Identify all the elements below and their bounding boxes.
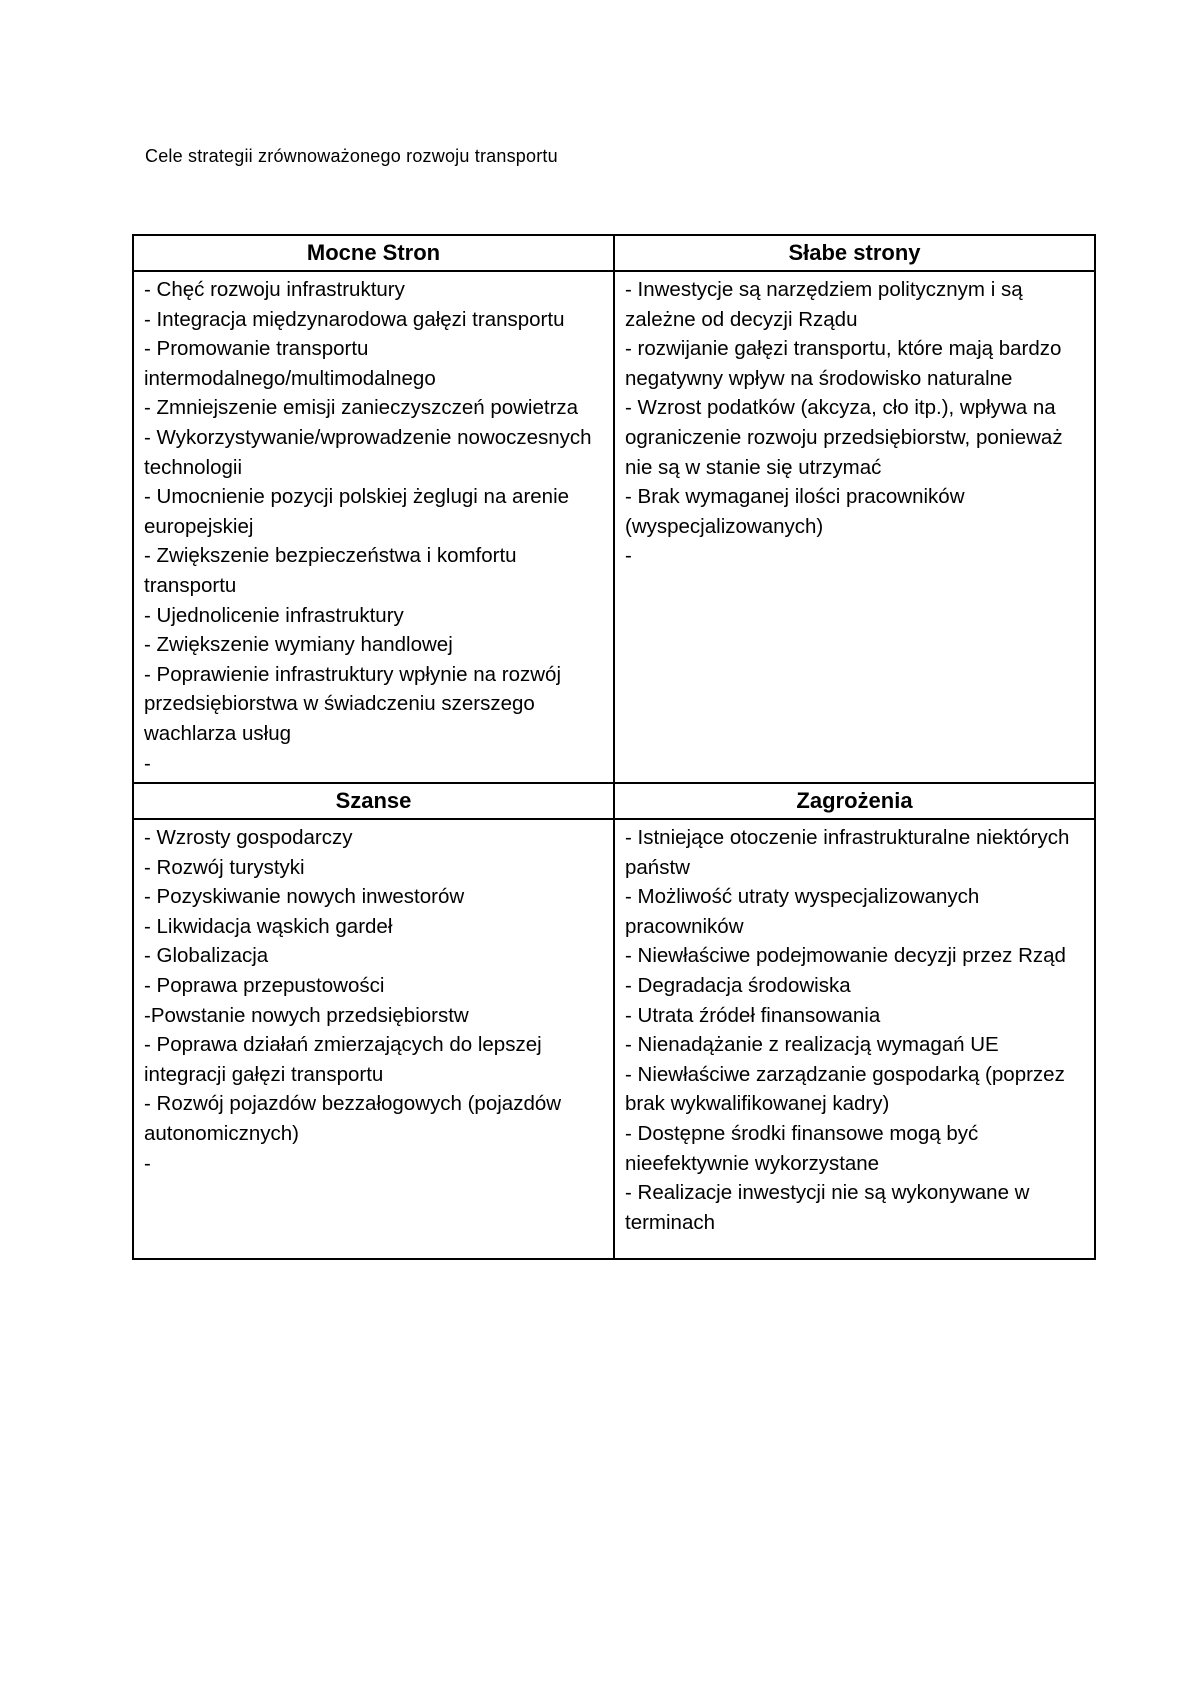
list-item: - Integracja międzynarodowa gałęzi transportu	[144, 307, 565, 331]
list-item: - Zwiększenie bezpieczeństwa i komfortu transportu	[144, 544, 517, 597]
swot-body-row-bottom	[133, 819, 1095, 1259]
strengths-cell	[133, 271, 614, 783]
threats-cell	[614, 819, 1095, 1259]
list-item: - Niewłaściwe zarządzanie gospodarką (poprzez brak wykwalifikowanej kadry)	[625, 1062, 1065, 1116]
opportunities-list	[144, 823, 605, 1178]
list-item: - Nienadążanie z realizacją wymagań UE	[625, 1033, 999, 1057]
list-item: - Degradacja środowiska	[625, 973, 851, 997]
list-item: - rozwijanie gałęzi transportu, które mają bardzo negatywny wpływ na środowisko naturalne	[625, 337, 1062, 390]
list-item: - Inwestycje są narzędziem politycznym i są zależne od decyzji Rządu	[625, 278, 1023, 331]
list-item: - Realizacje inwestycji nie są wykonywane w terminach	[625, 1181, 1030, 1234]
list-item: - Możliwość utraty wyspecjalizowanych pracowników	[625, 885, 980, 938]
list-item: - Likwidacja wąskich gardeł	[144, 914, 393, 938]
list-item: - Poprawa działań zmierzających do lepszej integracji gałęzi transportu	[144, 1033, 542, 1086]
list-item: - Poprawa przepustowości	[144, 973, 385, 997]
list-item: - Umocnienie pozycji polskiej żeglugi na arenie europejskiej	[144, 485, 570, 538]
strengths-header: Mocne Stron	[133, 235, 614, 271]
list-item: - Globalizacja	[144, 944, 269, 968]
list-item: -	[144, 1151, 151, 1175]
list-item: - Rozwój pojazdów bezzałogowych (pojazdów autonomicznych)	[144, 1092, 562, 1145]
list-item: - Brak wymaganej ilości pracowników (wyspecjalizowanych)	[625, 485, 965, 538]
weaknesses-cell	[614, 271, 1095, 783]
weaknesses-list	[625, 275, 1086, 571]
opportunities-header: Szanse	[133, 783, 614, 819]
document-title: Cele strategii zrównoważonego rozwoju transportu	[145, 146, 558, 166]
swot-header-row-bottom	[133, 783, 1095, 819]
list-item: -Powstanie nowych przedsiębiorstw	[144, 1003, 469, 1027]
list-item: - Dostępne środki finansowe mogą być nieefektywnie wykorzystane	[625, 1121, 979, 1175]
list-item: - Ujednolicenie infrastruktury	[144, 603, 404, 627]
opportunities-cell	[133, 819, 614, 1259]
list-item: - Istniejące otoczenie infrastrukturalne niektórych państw	[625, 826, 1070, 879]
list-item: - Wzrosty gospodarczy	[144, 826, 353, 849]
list-item: -	[144, 751, 151, 775]
list-item: - Zwiększenie wymiany handlowej	[144, 633, 453, 657]
swot-header-row-top	[133, 235, 1095, 271]
list-item: - Utrata źródeł finansowania	[625, 1003, 881, 1027]
weaknesses-header: Słabe strony	[614, 235, 1095, 271]
threats-header: Zagrożenia	[614, 783, 1095, 819]
list-item: - Promowanie transportu intermodalnego/multimodalnego	[144, 337, 436, 390]
swot-body-row-top	[133, 271, 1095, 783]
strengths-list	[144, 275, 605, 778]
list-item: - Chęć rozwoju infrastruktury	[144, 278, 405, 301]
list-item: -	[625, 544, 632, 568]
list-item: - Zmniejszenie emisji zanieczyszczeń powietrza	[144, 396, 579, 420]
list-item: - Pozyskiwanie nowych inwestorów	[144, 885, 465, 909]
threats-list	[625, 823, 1086, 1237]
list-item: - Rozwój turystyki	[144, 855, 305, 879]
list-item: - Wzrost podatków (akcyza, cło itp.), wpływa na ograniczenie rozwoju przedsiębiorstw, ponieważ nie są w stanie się utrzymać	[625, 396, 1063, 479]
list-item: - Niewłaściwe podejmowanie decyzji przez Rząd	[625, 944, 1066, 968]
swot-table	[132, 234, 1096, 1260]
list-item: - Wykorzystywanie/wprowadzenie nowoczesnych technologii	[144, 425, 592, 479]
list-item: - Poprawienie infrastruktury wpłynie na rozwój przedsiębiorstwa w świadczeniu szerszego wachlarza usług	[144, 662, 562, 745]
